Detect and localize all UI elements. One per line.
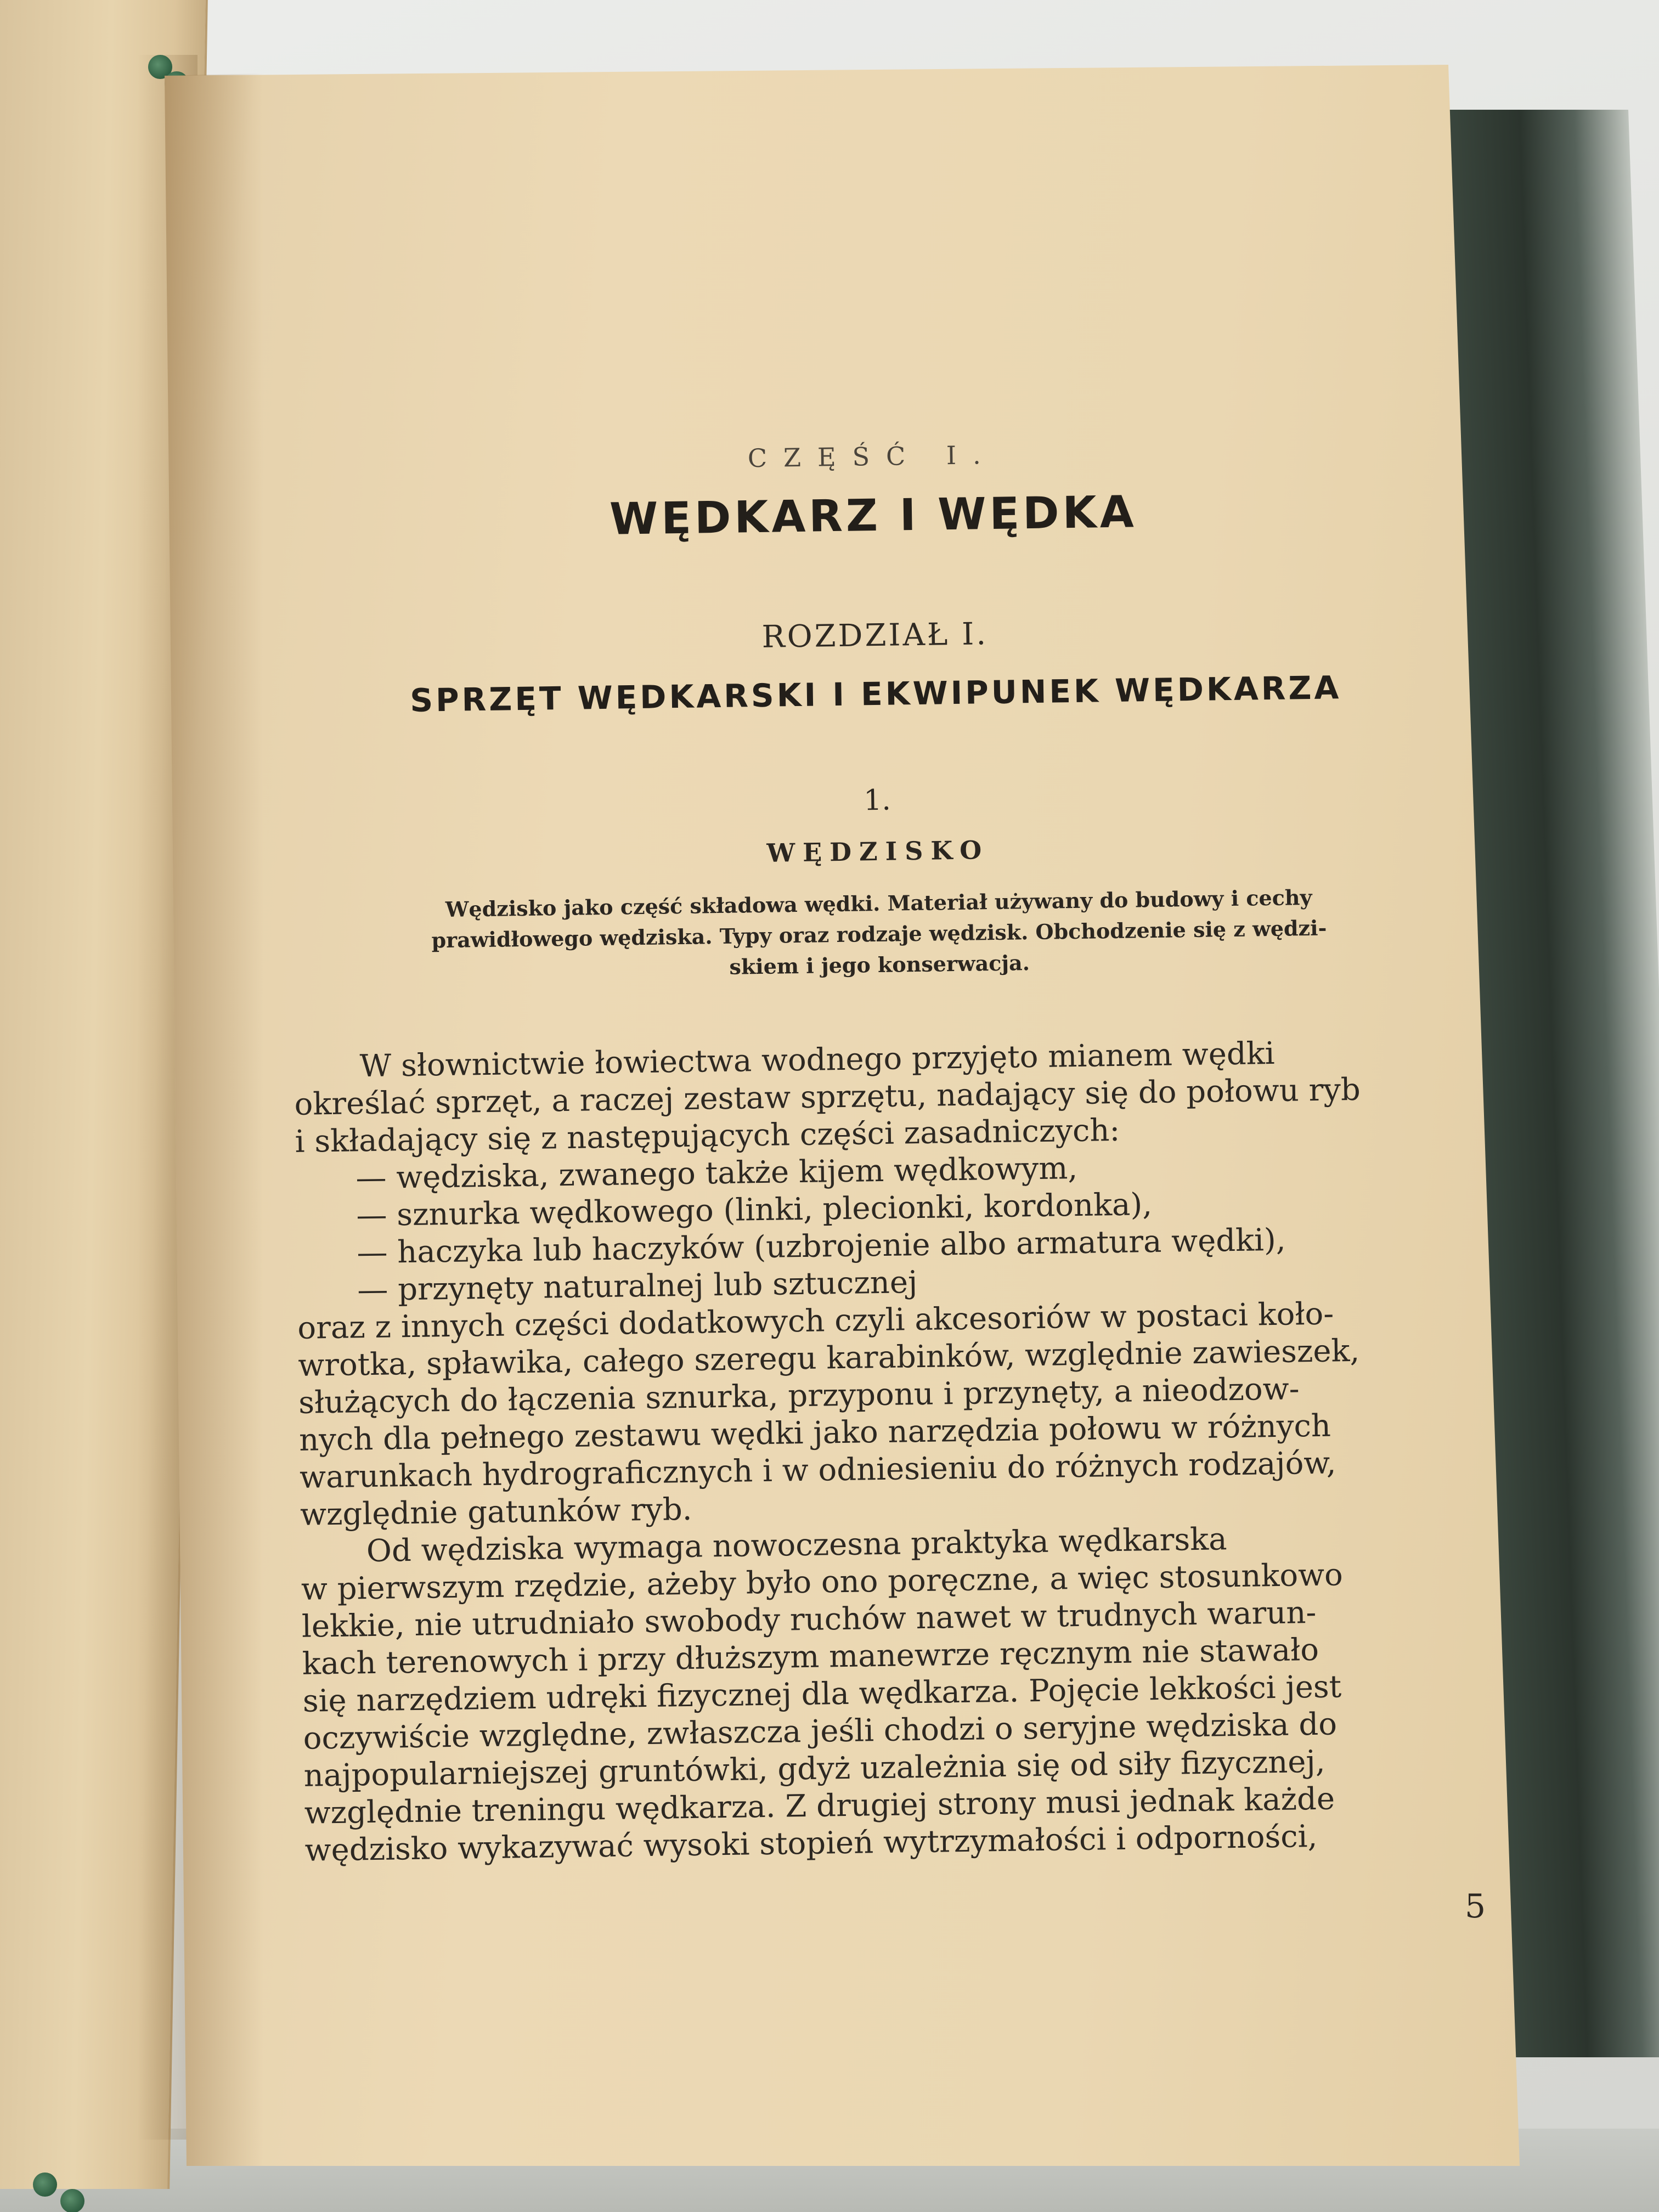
text-line: kach terenowych i przy dłuższym manewrze ręcznym nie stawało [302, 1632, 1319, 1682]
text-line: wędzisko wykazywać wysoki stopień wytrzymałości i odporności, [304, 1818, 1318, 1869]
text-line: określać sprzęt, a raczej zestaw sprzętu, nadający się do połowu ryb [294, 1071, 1361, 1122]
summary-line: prawidłowego wędziska. Typy oraz rodzaje wędzisk. Obchodzenie się z wędzi- [431, 915, 1327, 953]
text-line: warunkach hydrograficznych i w odniesieniu do różnych rodzajów, [299, 1445, 1336, 1496]
binding-thread-icon [60, 2189, 84, 2212]
page-content [285, 433, 1479, 1870]
text-line: oczywiście względne, zwłaszcza jeśli chodzi o seryjne wędziska do [303, 1706, 1338, 1757]
part-title: WĘDKARZ I WĘDKA [609, 486, 1138, 545]
text-line: służących do łączenia sznurka, przyponu i przynęty, a nieodzow- [298, 1371, 1300, 1421]
chapter-label: ROZDZIAŁ I. [761, 616, 989, 655]
summary-line: Wędzisko jako część składowa wędki. Materiał używany do budowy i cechy [445, 884, 1312, 922]
binding-thread-icon [33, 2172, 57, 2197]
text-line: najpopularniejszej gruntówki, gdyż uzależnia się od siły fizycznej, [303, 1743, 1326, 1794]
text-line: oraz z innych części dodatkowych czyli akcesoriów w postaci koło- [297, 1296, 1334, 1346]
section-summary [291, 880, 1466, 989]
section-title: WĘDZISKO [766, 835, 990, 868]
list-item: — sznurka wędkowego (linki, plecionki, kordonka), [356, 1187, 1153, 1234]
text-line: w pierwszym rzędzie, ażeby było ono poręczne, a więc stosunkowo [301, 1557, 1344, 1607]
text-line: względnie treningu wędkarza. Z drugiej strony musi jednak każde [304, 1781, 1335, 1831]
chapter-title: SPRZĘT WĘDKARSKI I EKWIPUNEK WĘDKARZA [409, 669, 1342, 719]
text-line: nych dla pełnego zestawu wędki jako narzędzia połowu w różnych [298, 1408, 1331, 1458]
text-line: wrotka, spławika, całego szeregu karabinków, względnie zawieszek, [297, 1333, 1360, 1384]
list-item: — przynęty naturalnej lub sztucznej [357, 1265, 918, 1308]
text-line: lekkie, nie utrudniało swobody ruchów nawet w trudnych warun- [301, 1594, 1317, 1645]
body-text [294, 1032, 1479, 1870]
section-number: 1. [863, 783, 891, 817]
text-line: względnie gatunków ryb. [300, 1491, 692, 1533]
part-label: CZĘŚĆ I. [747, 439, 998, 473]
summary-line: skiem i jego konserwacja. [729, 950, 1030, 979]
text-line: się narzędziem udręki fizycznej dla wędkarza. Pojęcie lekkości jest [302, 1669, 1342, 1719]
page-number: 5 [1465, 1887, 1486, 1926]
text-line: Od wędziska wymaga nowoczesna praktyka wędkarska [366, 1521, 1227, 1570]
text-line: i składający się z następujących części zasadniczych: [295, 1112, 1120, 1160]
text-line: W słownictwie łowiectwa wodnego przyjęto mianem wędki [359, 1035, 1275, 1085]
list-item: — haczyka lub haczyków (uzbrojenie albo armatura wędki), [356, 1222, 1286, 1271]
list-item: — wędziska, zwanego także kijem wędkowym, [356, 1150, 1078, 1197]
